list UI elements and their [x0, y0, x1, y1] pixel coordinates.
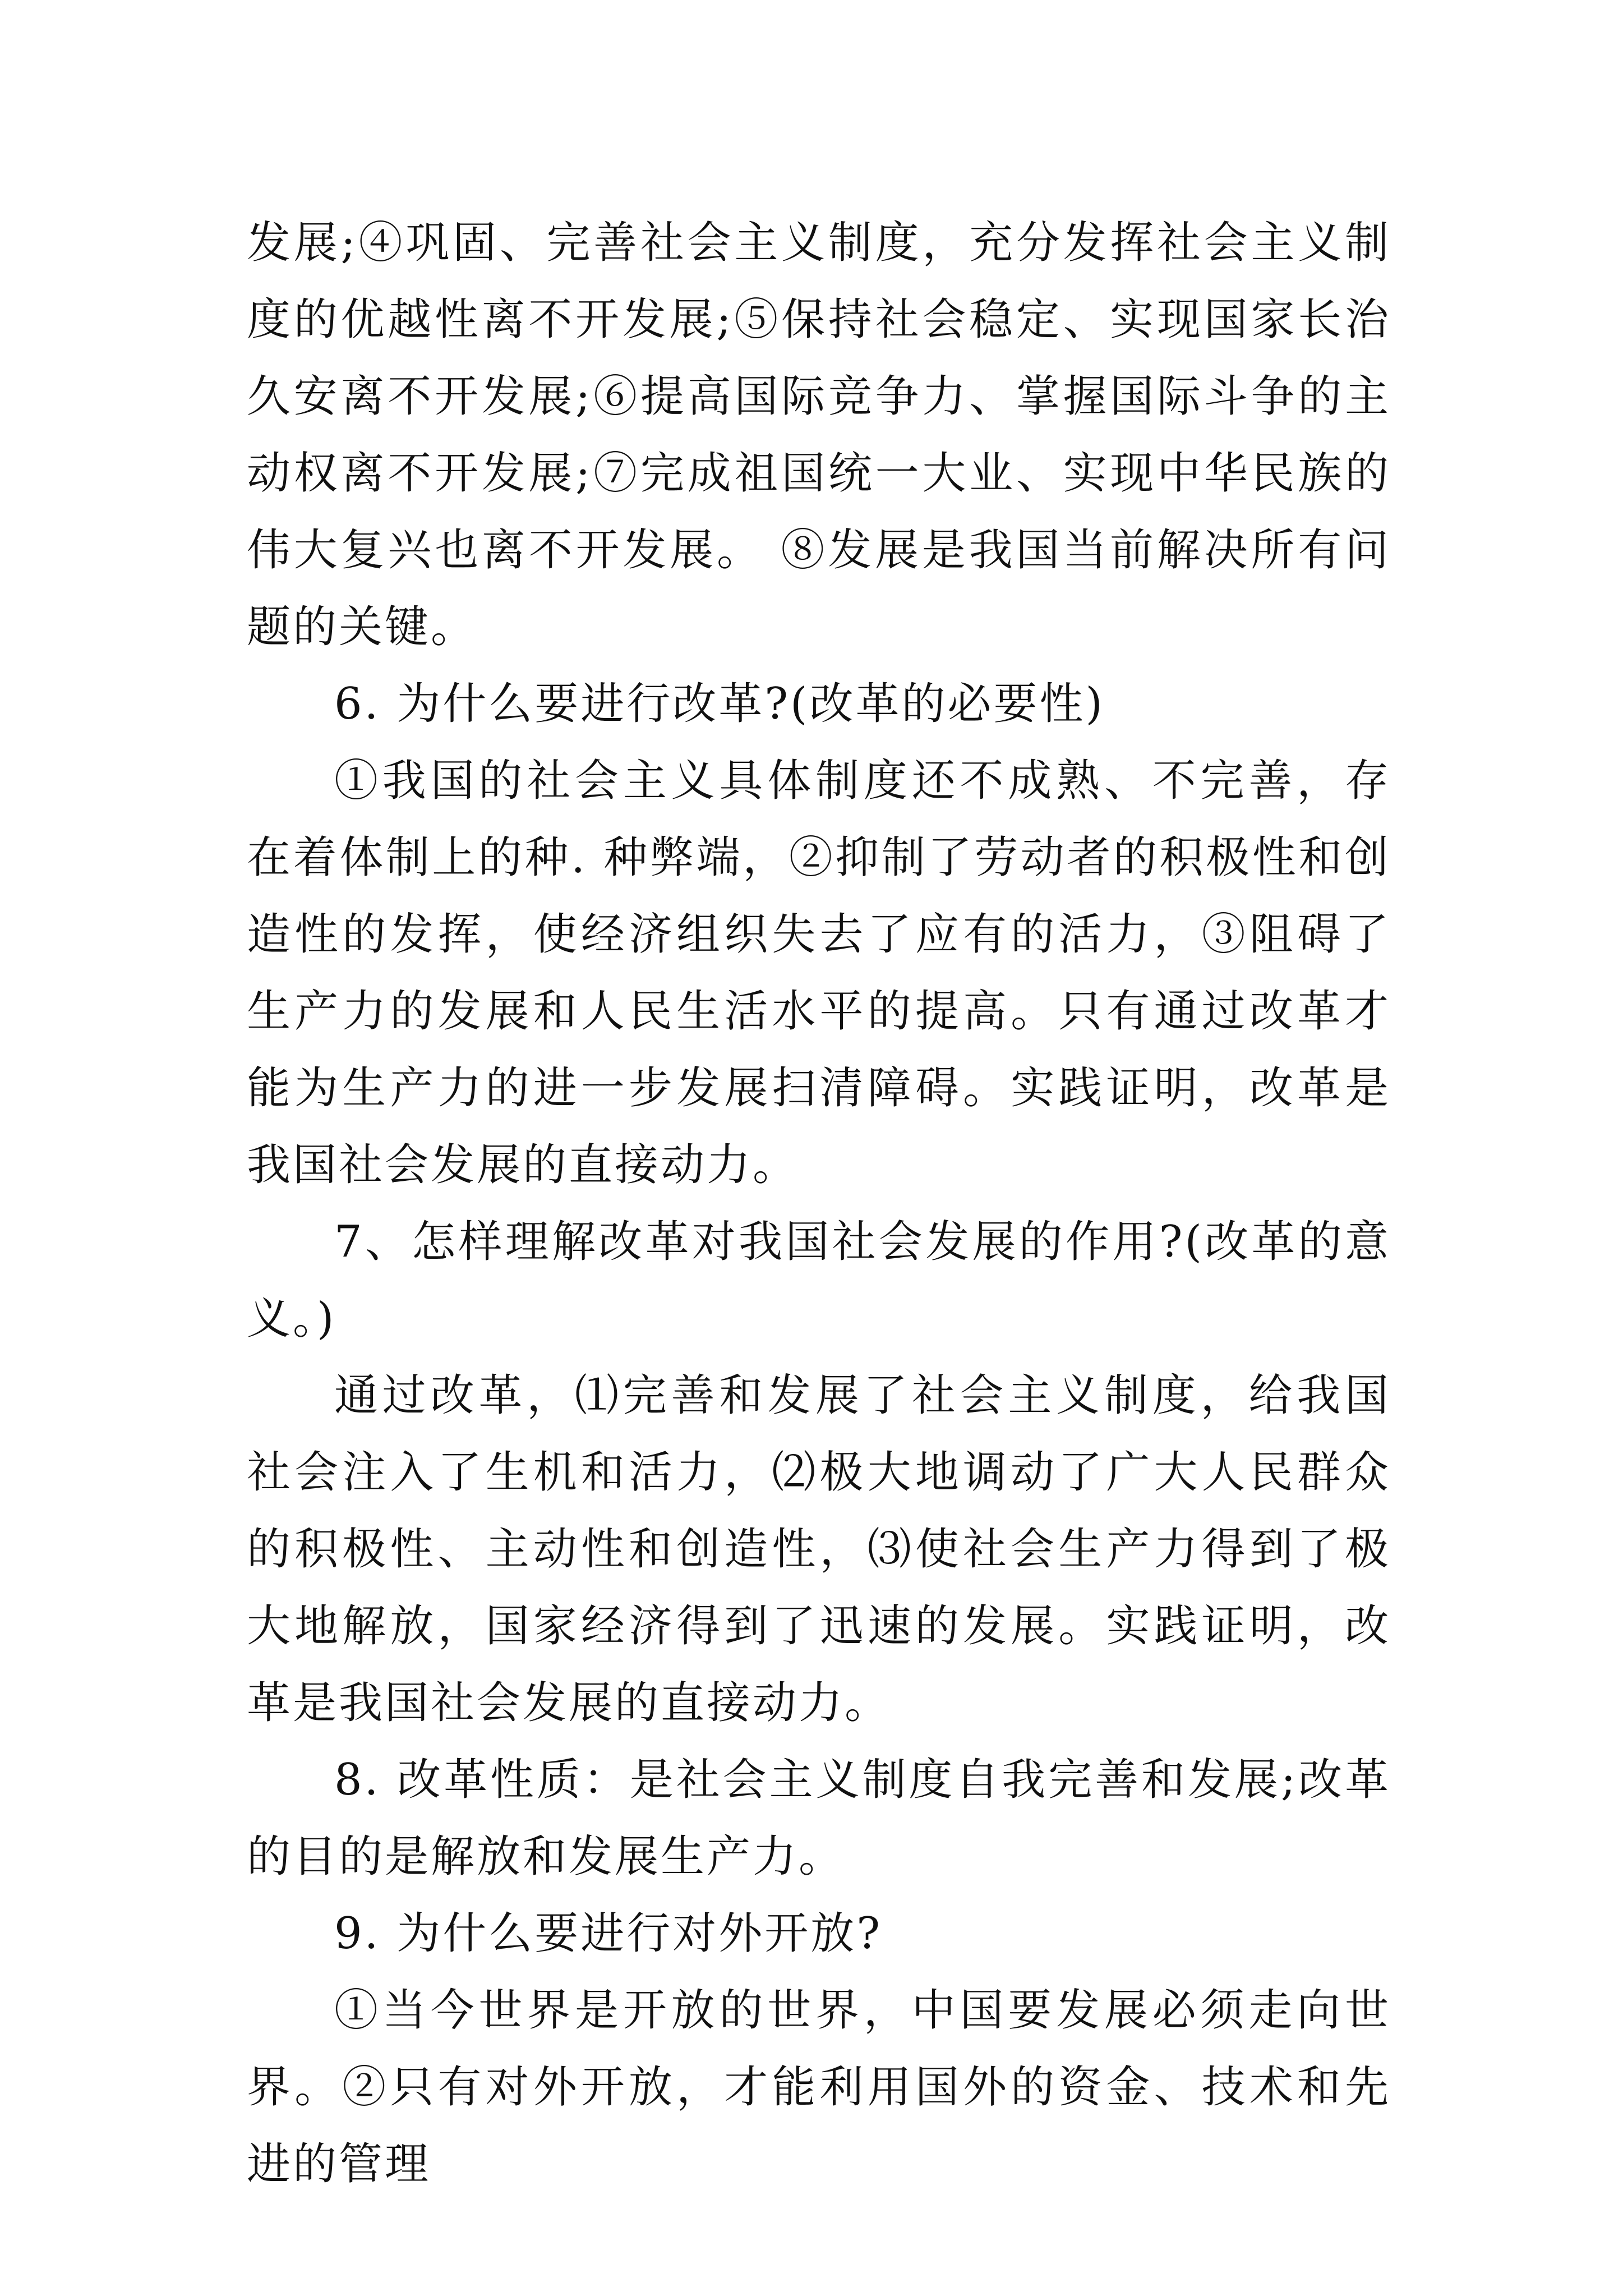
answer-paragraph-7: 通过改革，⑴完善和发展了社会主义制度，给我国社会注入了生机和活力，⑵极大地调动了广大人民群众的积极性、主动性和创造性，⑶使社会生产力得到了极大地解放，国家经济得到了迅速的发展。实践证明，改革是我国社会发展的直接动力。	[247, 1370, 1391, 1728]
question-heading-9: 9. 为什么要进行对外开放?	[334, 1908, 883, 1959]
document-body	[247, 205, 1391, 2203]
question-heading-6: 6. 为什么要进行改革?(改革的必要性)	[334, 679, 1105, 729]
question-heading-7: 7、怎样理解改革对我国社会发展的作用?(改革的意义。)	[247, 1217, 1391, 1344]
answer-paragraph-8: 8. 改革性质：是社会主义制度自我完善和发展;改革的目的是解放和发展生产力。	[247, 1755, 1391, 1882]
answer-paragraph-9: ①当今世界是开放的世界，中国要发展必须走向世界。②只有对外开放，才能利用国外的资金、技术和先进的管理	[247, 1985, 1391, 2189]
answer-paragraph-6: ①我国的社会主义具体制度还不成熟、不完善，存在着体制上的种. 种弊端，②抑制了劳动者的积极性和创造性的发挥，使经济组织失去了应有的活力，③阻碍了生产力的发展和人民生活水平的提高。只有通过改革才能为生产力的进一步发展扫清障碍。实践证明，改革是我国社会发展的直接动力。	[247, 756, 1391, 1190]
paragraph-continuation: 发展;④巩固、完善社会主义制度，充分发挥社会主义制度的优越性离不开发展;⑤保持社会稳定、实现国家长治久安离不开发展;⑥提高国际竞争力、掌握国际斗争的主动权离不开发展;⑦完成祖国统一大业、实现中华民族的伟大复兴也离不开发展。 ⑧发展是我国当前解决所有问题的关键。	[247, 218, 1391, 652]
